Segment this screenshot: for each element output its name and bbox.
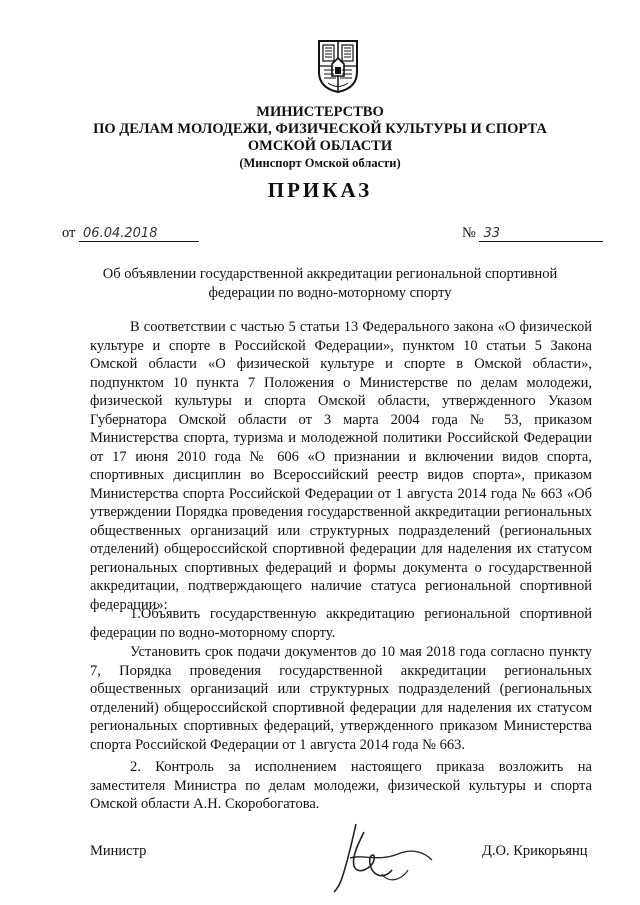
coat-of-arms-icon — [316, 38, 360, 94]
signatory-position: Министр — [90, 843, 147, 859]
body-paragraph-deadline — [90, 643, 592, 754]
number-field — [462, 225, 603, 242]
date-value: 06.04.2018 — [79, 226, 199, 242]
document-title: ПРИКАЗ — [267, 178, 373, 202]
paragraph-text: 2. Контроль за исполнением настоящего приказа возложить на заместителя Министра по делам молодежи, физической культуры и спорта Омской области А.Н. Скоробогатова. — [90, 759, 592, 812]
date-label: от — [62, 225, 76, 241]
date-field — [62, 225, 199, 242]
number-value: 33 — [479, 226, 603, 242]
org-line-short-name: (Минспорт Омской области) — [239, 156, 401, 170]
org-line-ministry: МИНИСТЕРСТВО — [256, 104, 384, 120]
body-paragraph-item-1 — [90, 605, 592, 642]
body-paragraph-basis — [90, 318, 592, 614]
number-label: № — [462, 225, 476, 241]
org-line-departments: ПО ДЕЛАМ МОЛОДЕЖИ, ФИЗИЧЕСКОЙ КУЛЬТУРЫ И СПОРТА — [93, 121, 547, 137]
paragraph-text: 1.Объявить государственную аккредитацию региональной спортивной федерации по водно-моторному спорту. — [90, 606, 592, 641]
paragraph-text: В соответствии с частью 5 статьи 13 Федерального закона «О физической культуре и спорте в Российской Федерации», пунктом 10 статьи 5 Закона Омской области «О физической культуре и спорте в Омской области», подпунктом 10 пункта 7 Положения о Министерстве по делам молодежи, физической культуры и спорта Омской области, утвержденного Указом Губернатора Омской области от 3 марта 2004 года № 53, приказом Министерства спорта, туризма и молодежной политики Российской Федерации от 17 июня 2010 года № 606 «О признании и включении видов спорта, спортивных дисциплин во Всероссийский реестр видов спорта», приказом Министерства спорта Российской Федерации от 1 августа 2014 года № 663 «Об утверждении Порядка проведения государственной аккредитации региональных общественных организаций или структурных подразделений (региональных отделений) общероссийской спортивной федерации для наделения их статусом региональных спортивных федераций и формы документа о государственной аккредитации, подтверждающего наличие статуса региональной спортивной федерации»: — [90, 319, 592, 613]
organization-header — [0, 104, 640, 172]
signatory-name: Д.О. Крикорьянц — [482, 843, 588, 859]
order-subject: Об объявлении государственной аккредитации региональной спортивной федерации по водно-моторному спорту — [102, 266, 558, 301]
handwritten-signature — [312, 818, 452, 898]
paragraph-text: Установить срок подачи документов до 10 мая 2018 года согласно пункту 7, Порядка проведения государственной аккредитации региональных общественных организаций или структурных подразделений (региональных отделений) общероссийской спортивной федерации для наделения их статусом региональных спортивных федераций, утвержденного приказом Министерства спорта Российской Федерации от 1 августа 2014 года № 663. — [90, 644, 592, 753]
body-paragraph-item-2 — [90, 758, 592, 814]
org-line-region: ОМСКОЙ ОБЛАСТИ — [247, 138, 393, 154]
